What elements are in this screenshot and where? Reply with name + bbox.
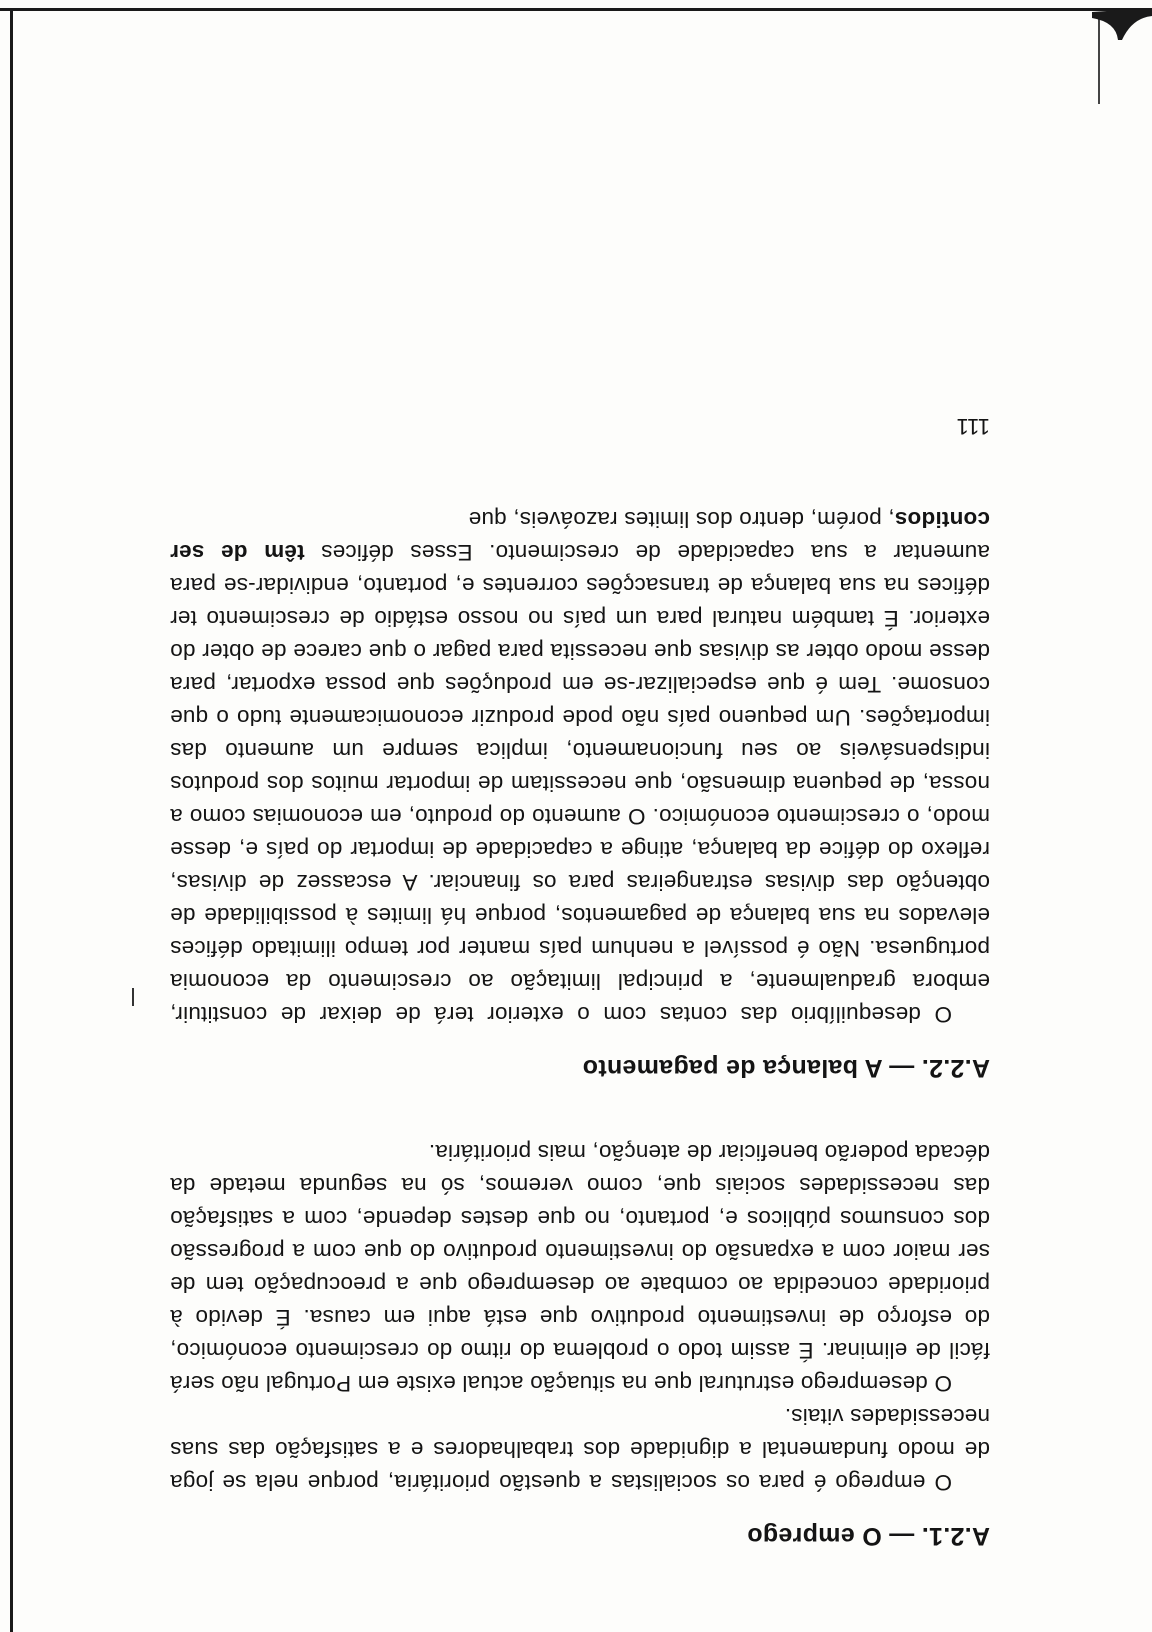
section-balance-of-payments bbox=[170, 503, 990, 1082]
paragraph: O emprego é para os socialistas a questão prioritária, porque nela se joga de modo fundamental a dignidade dos trabalhadores e a satisfação das suas necessidades vitais. bbox=[170, 1404, 990, 1495]
section-heading: A.2.2. — A balança de pagamento bbox=[582, 1054, 990, 1082]
binding-corner-mark bbox=[1092, 6, 1152, 42]
paragraph-text: O desequilíbrio das contas com o exterior terá de deixar de constituir, embora gradualmente, a principal limitação ao crescimento da economia portuguesa. Não é possível a nenhum país manter por tempo ilimitado défices elevados na sua balança de pagamentos, porque há limites à possibilidade de obtenção das divisas estrangeiras para os financiar. A escassez de divisas, reflexo do défice da balança, atinge a capacidade de importar do país e, desse modo, o crescimento económico. O aumento do produto, em economias como a nossa, de pequena dimensão, que necessitam de importar muitos dos produtos indispensáveis ao seu funcionamento, implica sempre um aumento das importações. Um pequeno país não pode produzir economicamente tudo o que consome. Tem é que especializar-se em produções que possa exportar, para desse modo obter as divisas que necessita para pagar o que carece de obter do exterior. É também natural para um país no nosso estádio de crescimento ter défices na sua balança de transacções correntes e, portanto, endividar-se para aumentar a sua capacidade de crescimento. Esses défices bbox=[170, 540, 990, 1027]
scan-border-left bbox=[10, 8, 13, 1632]
paragraph: O desemprego estrutural que na situação actual existe em Portugal não será fácil de eliminar. É assim todo o problema do ritmo do crescimento económico, do esforço de investimento produtivo que está aqui em causa. É devido à prioridade concedida ao combate ao desemprego que a preocupação tem de ser maior com a expansão do investimento produtivo do que com a progressão dos consumos públicos e, portanto, no que destes depende, com a satisfação das necessidades sociais que, como veremos, só na segunda metade da década poderão beneficiar de atenção, mais prioritária. bbox=[170, 1140, 990, 1396]
margin-mark bbox=[132, 988, 134, 1006]
bold-phrase: têm de ser contidos bbox=[170, 507, 990, 565]
scan-border-top bbox=[0, 8, 1152, 11]
section-heading: A.2.1. — O emprego bbox=[747, 1522, 990, 1550]
page-number: 111 bbox=[956, 414, 990, 439]
section-employment bbox=[170, 1136, 990, 1550]
rotated-text-block bbox=[170, 130, 990, 1550]
paragraph-tail: , porém, dentro dos limites razoáveis, que bbox=[468, 507, 895, 532]
paragraph bbox=[170, 503, 990, 1031]
